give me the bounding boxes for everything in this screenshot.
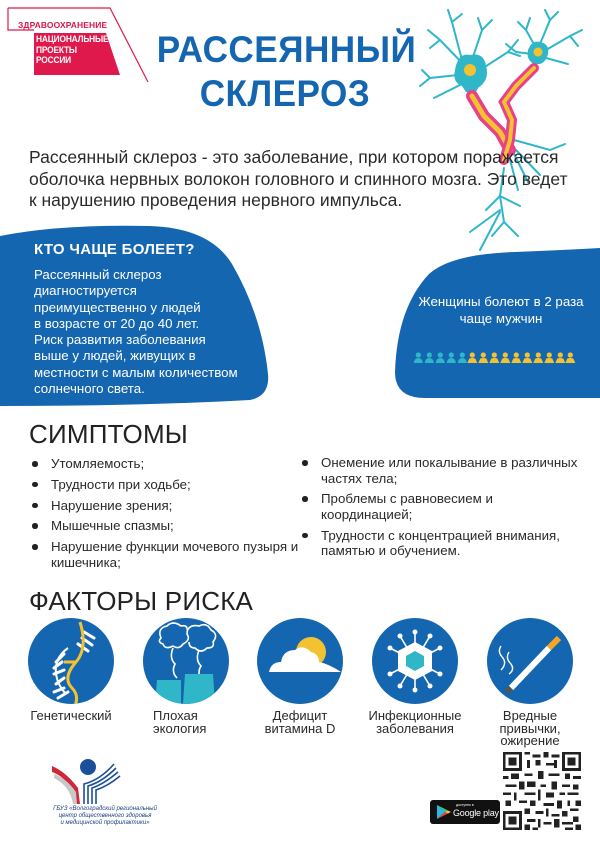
title-line-1: РАССЕЯННЫЙ [156,29,417,70]
symptoms-list-right [301,455,581,564]
women-stat-text [402,293,600,327]
person-man-icon [435,352,446,363]
person-woman-icon [555,352,566,363]
symptom-item: Трудности с концентрацией внимания, памятью и обучением. [301,528,581,559]
store-name-label: Google play [453,808,499,818]
person-woman-icon [489,352,500,363]
risk-factor-label: Дефицит витамина D [264,708,336,736]
virus-icon [372,618,458,704]
person-woman-icon [467,352,478,363]
intro-paragraph: Рассеянный склероз - это заболевание, при котором поражается оболочка нервных волокон головного и спинного мозга. Это ведет к нарушению проведения нервного импульса. [29,147,568,210]
person-woman-icon [565,352,576,363]
org-name [40,806,170,828]
gender-ratio-pictogram [413,352,576,363]
national-projects-logo [0,0,160,90]
person-man-icon [413,352,424,363]
who-description [34,267,274,397]
title-line-2: СКЛЕРОЗ [199,73,371,114]
qr-code-icon[interactable] [503,752,581,830]
logo-line: ПРОЕКТЫ [36,44,77,56]
store-available-label: доступно в [456,803,474,807]
person-man-icon [446,352,457,363]
risk-factor-label: Инфекционные заболевания [368,708,462,736]
person-woman-icon [500,352,511,363]
person-man-icon [424,352,435,363]
who-line: диагностируется [34,283,137,299]
symptom-item: Онемение или покалывание в различных частях тела; [301,455,581,486]
symptom-item: Трудности при ходьбе; [31,477,311,493]
risk-factor-label: Генетический [30,708,112,723]
person-man-icon [457,352,468,363]
risk-factor-ecology [131,618,241,735]
who-line: Риск развития заболевания [34,332,206,348]
who-line: Рассеянный склероз [34,267,162,282]
page-title [156,28,417,116]
dna-icon [28,618,114,704]
logo-line: РОССИИ [36,55,72,66]
neuron-illustration-icon [400,0,600,260]
symptom-item: Мышечные спазмы; [31,518,311,534]
risk-factor-label: Плохая экология [153,708,207,736]
symptoms-list-left [31,456,311,576]
cigarette-icon [487,618,573,704]
logo-top-label: ЗДРАВООХРАНЕНИЕ [18,20,108,30]
who-line: солнечного света. [34,381,145,397]
symptoms-heading: СИМПТОМЫ [29,419,189,449]
person-woman-icon [511,352,522,363]
org-name-line: центр общественного здоровья [58,813,152,820]
who-title: КТО ЧАЩЕ БОЛЕЕТ? [34,241,195,258]
symptom-item: Проблемы с равновесием и координацией; [301,491,581,522]
person-woman-icon [478,352,489,363]
symptom-item: Нарушение функции мочевого пузыря и кишечника; [31,539,311,570]
risk-factor-genetic [16,618,126,723]
person-woman-icon [544,352,555,363]
women-stat-line-2: чаще мужчин [459,311,543,326]
symptom-item: Нарушение зрения; [31,498,311,514]
risk-factor-infection [360,618,470,735]
org-name-line: ГБУЗ «Волгоградский региональный [53,806,157,812]
who-line: местности с малым количеством [34,364,238,380]
org-name-line: и медицинской профилактики» [60,820,150,827]
risk-factors-heading: ФАКТОРЫ РИСКА [29,586,254,616]
person-woman-icon [522,352,533,363]
women-stat-line-1: Женщины болеют в 2 раза [418,294,584,309]
logo-text [36,35,108,67]
pollution-icon [143,618,229,704]
cloud-sun-icon [257,618,343,704]
who-line: в возрасте от 20 до 40 лет. [34,315,200,331]
logo-line: НАЦИОНАЛЬНЫЕ [36,34,109,45]
risk-factor-vitamin-d [245,618,355,735]
org-logo-icon [50,758,122,806]
who-line: выше у людей, живущих в [34,348,196,364]
google-play-icon [436,804,452,820]
who-line: преимущественно у людей [34,299,201,315]
google-play-badge[interactable] [430,800,500,824]
risk-factor-label: Вредные привычки, ожирение [499,708,561,748]
risk-factor-habits [475,618,585,748]
symptom-item: Утомляемость; [31,456,311,472]
person-woman-icon [533,352,544,363]
